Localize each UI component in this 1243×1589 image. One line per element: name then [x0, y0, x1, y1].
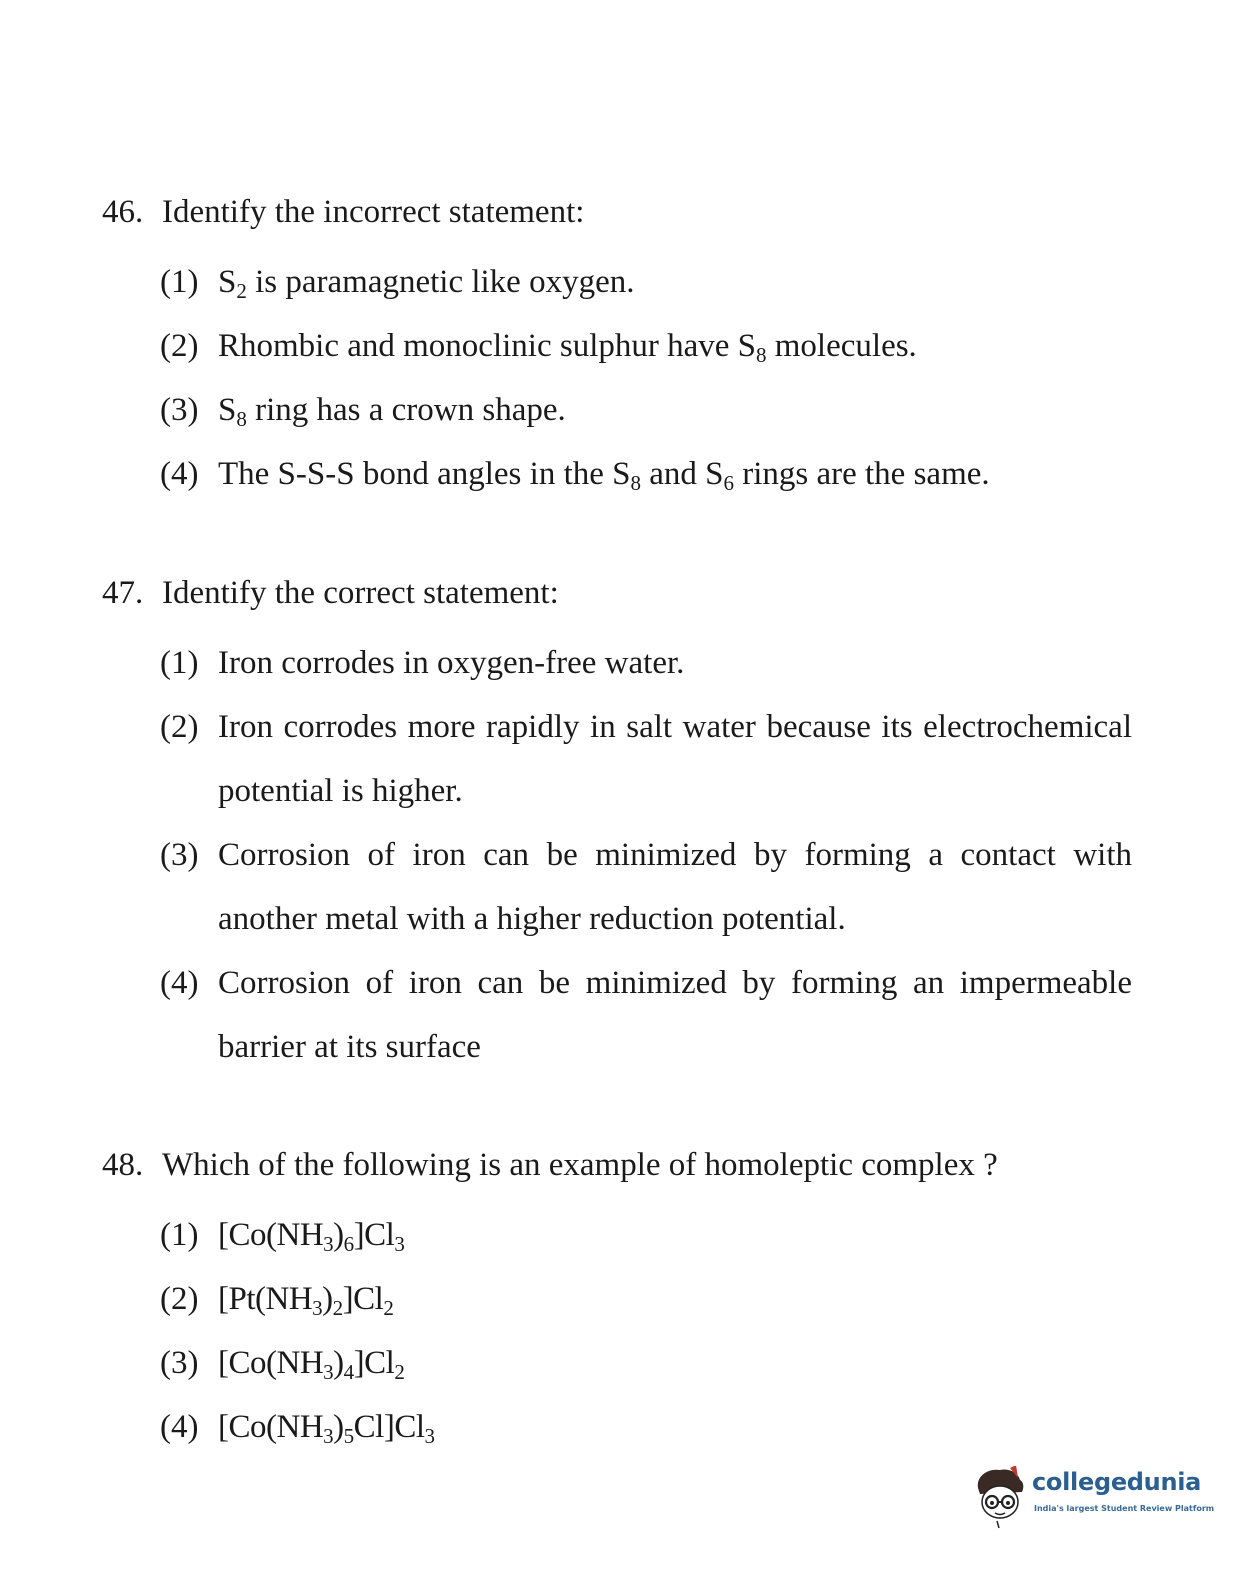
option [160, 695, 1132, 823]
question-48 [102, 1145, 1132, 1459]
option-number: (3) [160, 392, 199, 428]
option-number: (4) [160, 456, 199, 492]
question-47 [102, 573, 1132, 1079]
logo-tagline: India's largest Student Review Platform [1034, 1504, 1215, 1513]
option [160, 1203, 1132, 1267]
option [160, 1267, 1132, 1331]
question-46 [102, 192, 1132, 506]
logo-name: collegedunia [1032, 1468, 1202, 1496]
question-stem [102, 573, 1132, 613]
option [160, 631, 1132, 695]
question-number: 47. [102, 575, 144, 611]
option-number: (1) [160, 645, 199, 681]
option-formula: $[Pt(NH_3)_2]Cl_2$ [218, 1281, 394, 1320]
question-number: 48. [102, 1147, 144, 1183]
question-stem [102, 192, 1132, 232]
question-text: Identify the correct statement: [162, 575, 559, 611]
option-formula: $[Co(NH_3)_4]Cl_2$ [218, 1345, 405, 1384]
option [160, 314, 1132, 378]
option-text: Iron corrodes in oxygen-free water. [218, 645, 685, 681]
option-number: (2) [160, 1281, 199, 1317]
option-number: (4) [160, 1409, 199, 1445]
collegedunia-logo [972, 1462, 1215, 1552]
option-text: $S_2$ is paramagnetic like oxygen. [218, 264, 635, 303]
option-text: Iron corrodes more rapidly in salt water because its electrochemical potential is higher. [218, 709, 1132, 809]
option [160, 951, 1132, 1079]
question-text: Identify the incorrect statement: [162, 194, 585, 230]
option-text: Corrosion of iron can be minimized by forming a contact with another metal with a higher reduction potential. [218, 837, 1132, 937]
option [160, 1395, 1132, 1459]
mascot-icon [972, 1466, 1028, 1536]
option-number: (2) [160, 709, 199, 745]
option-text: Corrosion of iron can be minimized by forming an impermeable barrier at its surface [218, 965, 1132, 1065]
question-stem [102, 1145, 1132, 1185]
option-number: (4) [160, 965, 199, 1001]
option-text: The S-S-S bond angles in the $S_8$ and $S_6$ rings are the same. [218, 456, 990, 495]
option-text: $S_8$ ring has a crown shape. [218, 392, 566, 431]
option-formula: $[Co(NH_3)_5Cl]Cl_3$ [218, 1409, 435, 1448]
question-number: 46. [102, 194, 144, 230]
option-formula: $[Co(NH_3)_6]Cl_3$ [218, 1217, 405, 1256]
option [160, 823, 1132, 951]
question-text: Which of the following is an example of homoleptic complex ? [162, 1147, 998, 1183]
option [160, 250, 1132, 314]
option [160, 442, 1132, 506]
option-number: (3) [160, 837, 199, 873]
option [160, 1331, 1132, 1395]
option-number: (3) [160, 1345, 199, 1381]
option [160, 378, 1132, 442]
option-number: (1) [160, 264, 199, 300]
option-number: (1) [160, 1217, 199, 1253]
option-number: (2) [160, 328, 199, 364]
option-text: Rhombic and monoclinic sulphur have $S_8$ molecules. [218, 328, 917, 367]
